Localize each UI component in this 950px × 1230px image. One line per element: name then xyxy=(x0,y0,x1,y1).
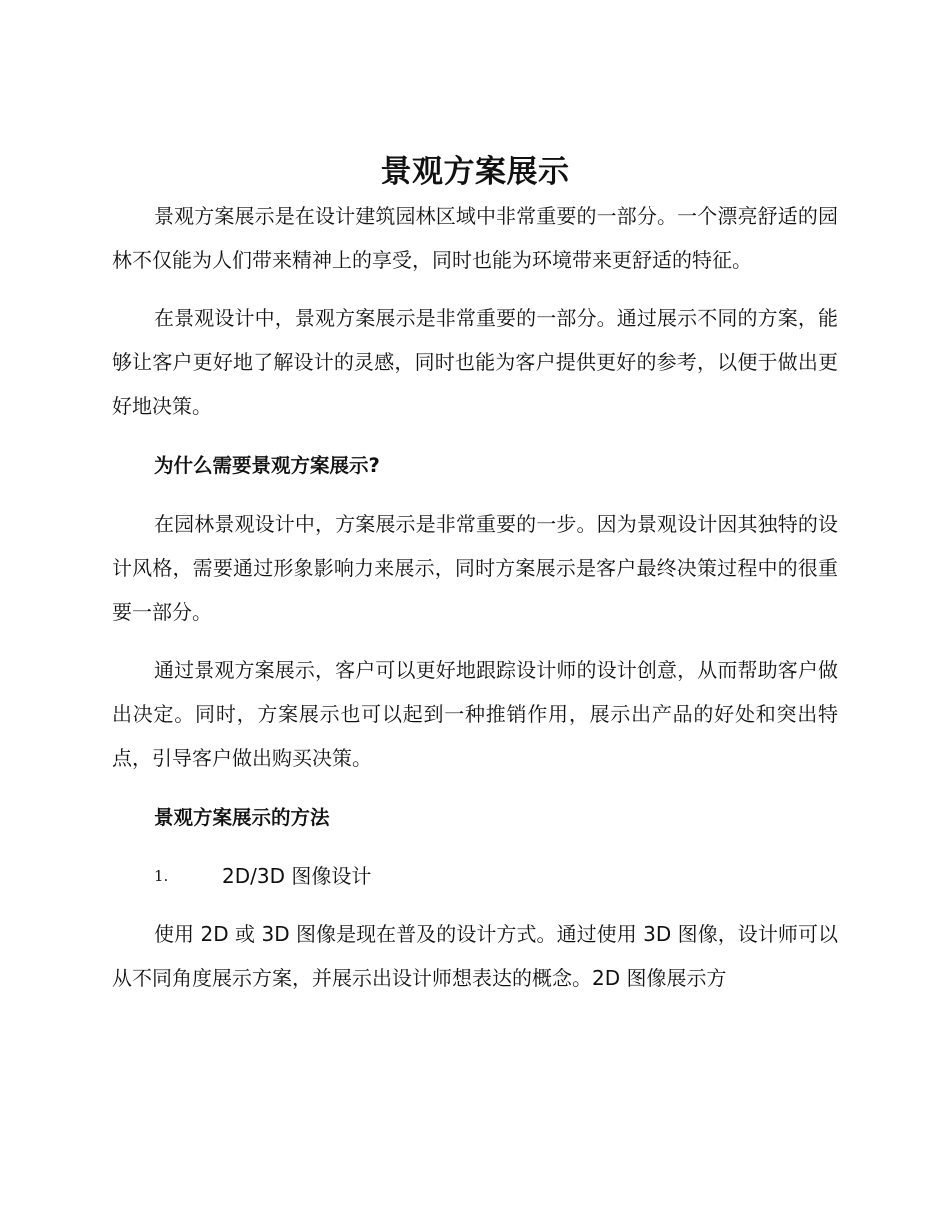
page-title: 景观方案展示 xyxy=(380,154,570,190)
section-1-paragraph-1: 在园林景观设计中，方案展示是非常重要的一步。因为景观设计因其独特的设计风格，需要通过形象影响力来展示，同时方案展示是客户最终决策过程中的很重要一部分。 xyxy=(112,512,838,624)
section-heading-why: 为什么需要景观方案展示? xyxy=(154,454,380,477)
section-2-paragraph-1: 使用 2D 或 3D 图像是现在普及的设计方式。通过使用 3D 图像，设计师可以从不同角度展示方案，并展示出设计师想表达的概念。2D 图像展示方 xyxy=(112,922,838,990)
intro-paragraph-1: 景观方案展示是在设计建筑园林区域中非常重要的一部分。一个漂亮舒适的园林不仅能为人们带来精神上的享受，同时也能为环境带来更舒适的特征。 xyxy=(112,204,838,272)
intro-paragraph-2: 在景观设计中，景观方案展示是非常重要的一部分。通过展示不同的方案，能够让客户更好地了解设计的灵感，同时也能为客户提供更好的参考，以便于做出更好地决策。 xyxy=(112,306,838,418)
spacer xyxy=(112,898,838,912)
spacer xyxy=(112,488,838,502)
spacer xyxy=(112,282,838,296)
spacer xyxy=(112,428,838,444)
spacer xyxy=(112,780,838,796)
list-item xyxy=(112,854,838,898)
spacer xyxy=(112,840,838,854)
section-1-paragraph-2: 通过景观方案展示，客户可以更好地跟踪设计师的设计创意，从而帮助客户做出决定。同时，方案展示也可以起到一种推销作用，展示出产品的好处和突出特点，引导客户做出购买决策。 xyxy=(112,658,838,770)
list-item-label: 2D/3D 图像设计 xyxy=(222,864,372,888)
list-item-number: 1. xyxy=(154,867,169,885)
spacer xyxy=(112,634,838,648)
section-heading-methods: 景观方案展示的方法 xyxy=(154,806,330,829)
